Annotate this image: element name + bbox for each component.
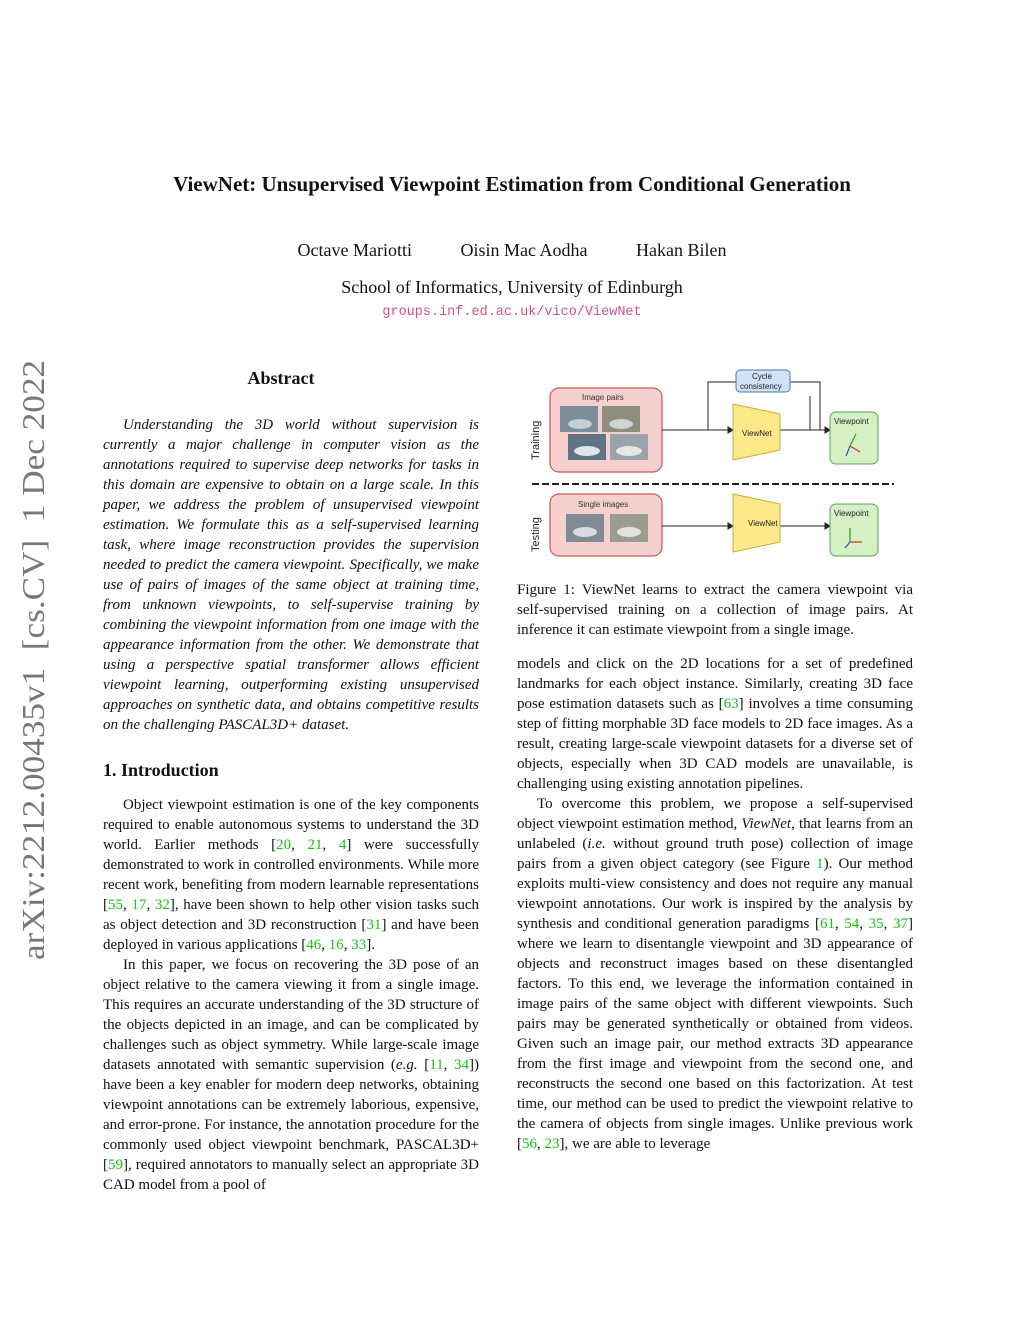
intro-heading: 1. Introduction <box>103 760 219 780</box>
right-paragraph-2: To overcome this problem, we propose a self-supervised object viewpoint estimation method, ViewNet, that learns from an unlabeled (i.e. without ground truth pose) collection of image pairs from a given object category (see Figure 1). Our method exploits multi-view consistency and does not require any manual viewpoint annotations. Our work is inspired by the analysis by synthesis and conditional generation paradigms [61, 54, 35, 37] where we learn to disentangle viewpoint and 3D appearance of objects and reconstruct images based on these disentangled factors. To this end, we leverage the information contained in image pairs of the same object with different viewpoints. Such pairs may be generated synthetically or obtained from videos. Given such an image pair, our method extracts 3D appearance from the first image and viewpoint from the second one, and reconstructs the second one based on this factorization. At test time, our method can be used to predict the viewpoint relative to the camera of objects from single images. Unlike previous work [56, 23], we are able to leverage <box>517 796 914 1152</box>
project-url[interactable]: groups.inf.ed.ac.uk/vico/ViewNet <box>382 305 642 320</box>
citation[interactable]: 34 <box>454 1057 469 1073</box>
citation[interactable]: 61 <box>819 916 835 932</box>
citation[interactable]: 4 <box>338 837 347 853</box>
figure-1 <box>520 366 910 568</box>
figure-caption: Figure 1: ViewNet learns to extract the camera viewpoint via self-supervised training on a collection of image pairs. At inference it can estimate viewpoint from a single image. <box>517 582 913 638</box>
author-list <box>0 240 1024 261</box>
single-images-label: Single images <box>578 500 629 509</box>
citation[interactable]: 63 <box>723 696 739 712</box>
intro-paragraph-2: In this paper, we focus on recovering the 3D pose of an object relative to the camera viewing it from a single image. This requires an accurate understanding of the 3D structure of the objects depicted in an image, and can be complicated by challenges such as object symmetry. While large-scale image datasets annotated with semantic supervision (e.g. [11, 34]) have been a key enabler for modern deep networks, obtaining viewpoint annotations can be extremely laborious, expensive, and error-prone. For instance, the annotation procedure for the commonly used object viewpoint benchmark, PASCAL3D+ [59], required annotators to manually select an appropriate 3D CAD model from a pool of <box>103 957 479 1193</box>
viewnet-label-test: ViewNet <box>748 519 778 528</box>
citation[interactable]: 16 <box>328 937 344 953</box>
viewnet-label-train: ViewNet <box>742 429 772 438</box>
abstract-heading: Abstract <box>247 368 315 388</box>
citation[interactable]: 31 <box>366 917 382 933</box>
image-pairs-label: Image pairs <box>582 393 624 402</box>
citation[interactable]: 33 <box>351 937 367 953</box>
testing-label: Testing <box>530 517 542 552</box>
citation[interactable]: 54 <box>844 916 860 932</box>
affiliation: School of Informatics, University of Edinburgh <box>341 277 683 297</box>
citation[interactable]: 55 <box>108 897 123 913</box>
intro-text <box>103 795 479 1195</box>
viewpoint-label-test: Viewpoint <box>834 509 869 518</box>
citation[interactable]: 1 <box>816 856 824 872</box>
citation[interactable]: 59 <box>108 1157 123 1173</box>
abstract-text <box>103 415 479 735</box>
citation[interactable]: 37 <box>893 916 909 932</box>
citation[interactable]: 21 <box>307 837 323 853</box>
citation[interactable]: 23 <box>544 1136 560 1152</box>
citation[interactable]: 17 <box>131 897 147 913</box>
viewpoint-label-train: Viewpoint <box>834 417 869 426</box>
citation[interactable]: 35 <box>868 916 884 932</box>
training-label: Training <box>530 420 542 460</box>
intro-paragraph-1: Object viewpoint estimation is one of the key components required to enable autonomous systems to understand the 3D world. Earlier methods [20, 21, 4] were successfully demonstrated to work in controlled environments. While more recent work, benefiting from modern learnable representations [55, 17, 32], have been shown to help other vision tasks such as object detection and 3D reconstruction [31] and have been deployed in various applications [46, 16, 33]. <box>103 797 480 953</box>
abstract-paragraph: Understanding the 3D world without supervision is currently a major challenge in computer vision as the annotations required to supervise deep networks for tasks in this domain are expensive to obtain on a large scale. In this paper, we address the problem of unsupervised viewpoint estimation. We formulate this as a self-supervised learning task, where image reconstruction provides the supervision needed to predict the camera viewpoint. Specifically, we make use of pairs of images of the same object at training time, from unknown viewpoints, to self-supervise training by combining the viewpoint information from one image with the appearance information from the other. We demonstrate that using a perspective spatial transformer allows efficient viewpoint learning, outperforming existing unsupervised approaches on synthetic data, and obtains competitive results on the challenging PASCAL3D+ dataset. <box>103 417 479 733</box>
arxiv-stamp <box>8 355 58 965</box>
citation[interactable]: 46 <box>306 937 322 953</box>
arxiv-stamp-text: arXiv:2212.00435v1 [cs.CV] 1 Dec 2022 <box>15 414 51 960</box>
cycle-label-1: Cycle <box>752 372 773 381</box>
citation[interactable]: 20 <box>276 837 292 853</box>
right-paragraph-1: models and click on the 2D locations for a set of predefined landmarks for each object instance. Similarly, creating 3D face pose estimation datasets such as [63] involves a time consuming step of fitting morphable 3D face models to 2D face images. As a result, creating large-scale viewpoint datasets for a diverse set of objects, especially when 3D CAD models are unavailable, is challenging using existing annotation pipelines. <box>517 656 913 792</box>
paper-title: ViewNet: Unsupervised Viewpoint Estimation from Conditional Generation <box>173 172 851 196</box>
author-3: Hakan Bilen <box>635 240 727 260</box>
citation[interactable]: 11 <box>429 1057 444 1073</box>
cycle-label-2: consistency <box>740 382 782 391</box>
author-2: Oisin Mac Aodha <box>460 240 588 260</box>
citation[interactable]: 32 <box>154 897 170 913</box>
right-column-text <box>517 654 913 1154</box>
citation[interactable]: 56 <box>522 1136 537 1152</box>
author-1: Octave Mariotti <box>297 240 412 260</box>
